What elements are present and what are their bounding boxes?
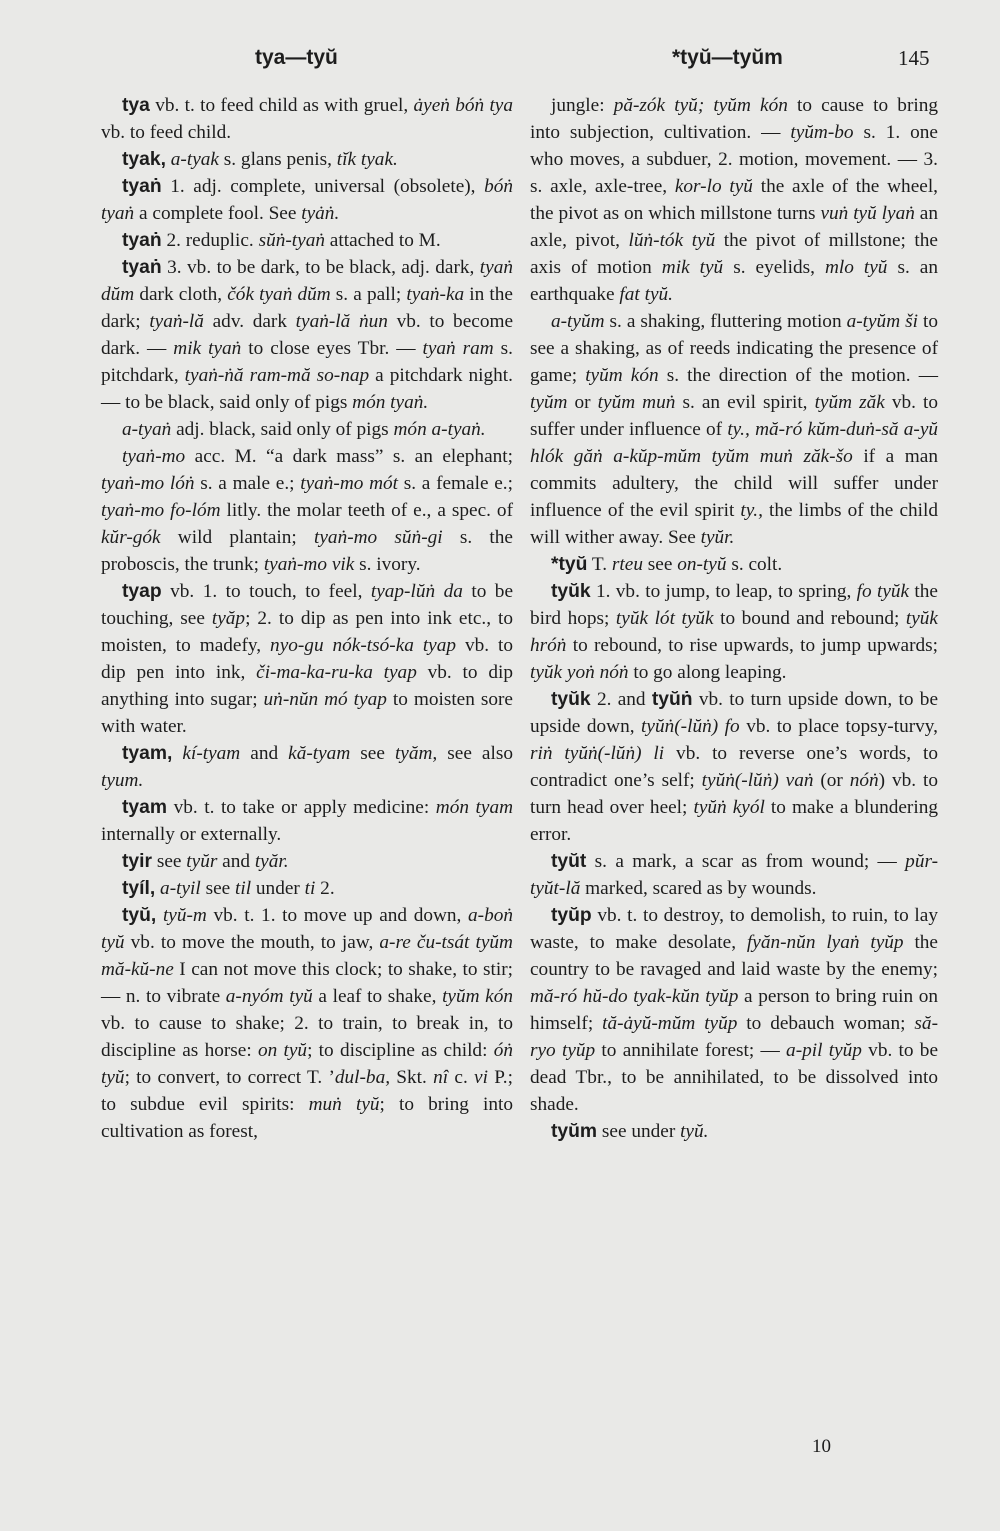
definition-text: ; 2. to dip as pen into ink etc., to moisten, to madefy, [101,608,513,656]
dictionary-entry [530,308,938,551]
lepcha-term: kŭr-gók [101,527,161,548]
headword: tya [122,95,150,116]
lepcha-term: tyŭm [530,392,568,413]
definition-text: s. eyelids, [723,257,825,278]
definition-text: the limbs of the child will wither away. See [530,500,938,548]
lepcha-term: món tyaṅ. [352,392,429,413]
definition-text: dark cloth, [134,284,228,305]
definition-text: and [217,851,255,872]
definition-text: s. a pall; [330,284,407,305]
lepcha-term: tyaṅ-mo fo-lóm [101,500,221,521]
definition-text: 2. [315,878,335,899]
lepcha-term: tyaṅ-ṅă ram-mă so-nap [184,365,370,386]
lepcha-term: tyaṅ-lă ṅun [295,311,388,332]
dictionary-entry [530,578,938,686]
definition-text: adj. black, said only of pigs [171,419,394,440]
definition-text: litly. the molar teeth of e., a spec. of [220,500,513,521]
headword: tyŭt [551,851,587,872]
lepcha-term: tĭk tyak. [336,149,398,170]
dictionary-entry [530,902,938,1118]
definition-text: see also [437,743,513,764]
lepcha-term: mik tyaṅ [173,338,242,359]
definition-text: vb. t. to destroy, to demolish, to ruin, to lay waste, to make desolate, [530,905,938,953]
lepcha-term: on tyŭ [257,1040,308,1061]
dictionary-entry [101,848,513,875]
dictionary-entry [101,443,513,578]
definition-text: the pivot of millstone; the axis of motion [530,230,938,278]
lepcha-term: a-tyak [170,149,219,170]
lepcha-term: tyŭm kón [442,986,514,1007]
dictionary-entry [530,92,938,308]
headword: tyaṅ [122,176,162,197]
dictionary-entry [101,794,513,848]
lepcha-term: tă-ȧyŭ-mŭm tyŭp [602,1013,738,1034]
definition-text: 3. vb. to be dark, to be black, adj. dark, [161,257,480,278]
headword: tyak, [122,149,166,170]
definition-text: to annihilate forest; — [595,1040,787,1061]
definition-text: vb. t. to take or apply medicine: [167,797,436,818]
lepcha-term: vi [474,1067,488,1088]
definition-text: attached to M. [324,230,441,251]
definition-text: ; to bring into cultivation as forest, [101,1094,513,1142]
definition-text: vb. to dip pen into ink, [101,635,513,683]
definition-text: to see a shaking, as of reeds indicating the presence of game; [530,311,938,386]
definition-text: acc. M. “a dark mass” s. an elephant; [185,446,513,467]
lepcha-term: dul-ba, [334,1067,391,1088]
lepcha-term: on-tyŭ [677,554,727,575]
definition-text: or [567,392,598,413]
headword: tyŭk [551,581,591,602]
definition-text: to be touching, see [101,581,514,629]
definition-text: to debauch woman; [737,1013,915,1034]
definition-text: to make a blundering error. [530,797,938,845]
lepcha-term: tyŭr [186,851,218,872]
definition-text: to moisten sore with water. [101,689,513,737]
definition-text: s. a shaking, fluttering motion [604,311,847,332]
lepcha-term: mik tyŭ [661,257,724,278]
lepcha-term: tyaṅ-mo mót [300,473,399,494]
lepcha-term: tyaṅ-mo sŭṅ-gi [314,527,443,548]
definition-text: to close eyes Tbr. — [241,338,423,359]
definition-text: s. colt. [726,554,783,575]
headword: tyaṅ [122,257,162,278]
dictionary-entry [101,875,513,902]
lepcha-term: tyaṅ-ka [406,284,465,305]
definition-text [156,905,163,926]
definition-text: an axle, pivot, [530,203,938,251]
dictionary-entry [101,740,513,794]
definition-text: see [642,554,678,575]
definition-text: s. 1. one who moves, a subduer, 2. motion, movement. — 3. s. axle, axle-tree, [530,122,938,197]
lepcha-term: tyaṅ-mo lóṅ [101,473,195,494]
definition-text: under [251,878,305,899]
definition-text: vb. 1. to touch, to feel, [161,581,371,602]
lepcha-term: fyăn-nŭn lyaṅ tyŭp [746,932,904,953]
lepcha-term: a-tyaṅ [122,419,172,440]
lepcha-term: tyaṅ-lă [149,311,204,332]
lepcha-term: a-tyŭm ši [846,311,918,332]
lepcha-term: ȧyeṅ bóṅ tya [413,95,514,116]
definition-text: see under [597,1121,681,1142]
definition-text: wild plantain; [160,527,315,548]
definition-text: in the dark; [101,284,513,332]
definition-text: internally or externally. [101,824,282,845]
signature-mark: 10 [812,1436,831,1457]
definition-text: Skt. [390,1067,434,1088]
headword: tyaṅ [122,230,162,251]
definition-text: s. pitchdark, [101,338,513,386]
definition-text: s. the proboscis, the trunk; [101,527,513,575]
lepcha-term: muṅ tyŭ [308,1094,380,1115]
right-column [530,92,938,1145]
lepcha-term: kă-tyam [288,743,351,764]
definition-text: jungle: [551,95,614,116]
definition-text: a person to bring ruin on himself; [530,986,938,1034]
definition-text: the bird hops; [530,581,938,629]
headword: tyir [122,851,153,872]
lepcha-term: nî [433,1067,449,1088]
definition-text: vb. t. to feed child as with gruel, [149,95,414,116]
definition-text: if a man commits adultery, the child will suffer under influence of the evil spirit [530,446,938,521]
headword: tyam, [122,743,173,764]
lepcha-term: pŭr-tyŭt-lă [530,851,938,899]
lepcha-term: món a-tyaṅ. [393,419,486,440]
lepcha-term: tyaṅ-mo [122,446,186,467]
lepcha-term: tyŭṅ kyól [693,797,765,818]
definition-text: s. glans penis, [218,149,337,170]
lepcha-term: lŭṅ-tók tyŭ [628,230,716,251]
lepcha-term: fat tyŭ. [619,284,673,305]
definition-text: T. [587,554,612,575]
running-head-right: *tyŭ—tyŭm [672,46,783,69]
definition-text: marked, scared as by wounds. [580,878,817,899]
definition-text: a complete fool. See [134,203,302,224]
definition-text: s. a mark, a scar as from wound; — [586,851,906,872]
left-column [101,92,513,1145]
definition-text: 2. and [590,689,652,710]
definition-text: to bound and rebound; [713,608,906,629]
definition-text: a leaf to shake, [312,986,443,1007]
dictionary-entry [101,92,513,146]
lepcha-term: óṅ tyŭ [101,1040,513,1088]
definition-text: ; to discipline as child: [307,1040,494,1061]
definition-text: vb. to be dead Tbr., to be annihilated, to be dissolved into shade. [530,1040,939,1115]
dictionary-entry [101,416,513,443]
definition-text: vb. to turn upside down, to be upside down, [530,689,939,737]
headword: tyŭ, [122,905,157,926]
headword: *tyŭ [551,554,588,575]
lepcha-term: tyaṅ-mo vik [263,554,355,575]
definition-text: to cause to bring into subjection, cultivation. — [530,95,938,143]
lepcha-term: ty., [727,419,750,440]
dictionary-entry [530,551,938,578]
definition-text: vb. to suffer under influence of [530,392,938,440]
lepcha-term: tyŭr. [700,527,735,548]
headword: tyŭṅ [651,689,693,710]
definition-text: vb. to cause to shake; 2. to train, to break in, to discipline as horse: [101,1013,513,1061]
lepcha-term: tyŭm zăk [814,392,885,413]
lepcha-term: mlo tyŭ [824,257,888,278]
definition-text: see [200,878,236,899]
definition-text: a pitchdark night. — to be black, said only of pigs [101,365,513,413]
lepcha-term: til [235,878,252,899]
dictionary-entry [101,578,513,740]
lepcha-term: tyăm, [394,743,438,764]
dictionary-entry [530,686,938,848]
lepcha-term: tyaṅ ram [422,338,494,359]
headword: tyŭk [551,689,591,710]
lepcha-term: a-tyil [160,878,201,899]
lepcha-term: či-ma-ka-ru-ka tyap [256,662,417,683]
lepcha-term: tyŭk lót tyŭk [615,608,714,629]
definition-text: vb. t. 1. to move up and down, [206,905,469,926]
lepcha-term: tyum. [101,770,144,791]
lepcha-term: tyŭk hróṅ [530,608,938,656]
lepcha-term: tyŭk yoṅ nóṅ [530,662,629,683]
lepcha-term: tyŭ. [680,1121,709,1142]
lepcha-term: tyŭṅ(-lŭṅ) vaṅ [701,770,814,791]
lepcha-term: tyŭm kón [585,365,659,386]
definition-text: adv. dark [203,311,296,332]
lepcha-term: uṅ-nŭn mó tyap [263,689,387,710]
dictionary-entry [101,254,513,416]
lepcha-term: tyŭ-m [162,905,207,926]
definition-text: and [240,743,289,764]
definition-text: vb. to reverse one’s words, to contradict one’s self; [530,743,939,791]
headword: tyŭp [551,905,592,926]
headword: tyíl, [122,878,156,899]
lepcha-term: mă-ró hŭ-do tyak-kŭn tyŭp [530,986,739,1007]
lepcha-term: kí-tyam [182,743,241,764]
definition-text: ) vb. to turn head over heel; [530,770,938,818]
lepcha-term: tyŭṅ(-lŭṅ) fo [641,716,740,737]
lepcha-term: tyap-lŭṅ da [370,581,463,602]
definition-text: the axle of the wheel, the pivot as on which millstone turns [530,176,938,224]
lepcha-term: món tyam [435,797,514,818]
lepcha-term: a-pil tyŭp [786,1040,862,1061]
lepcha-term: vuṅ tyŭ lyaṅ [820,203,915,224]
definition-text: to rebound, to rise upwards, to jump upwards; [566,635,938,656]
lepcha-term: tyăp [211,608,246,629]
lepcha-term: a-nyóm tyŭ [225,986,313,1007]
headword: tyam [122,797,168,818]
dictionary-entry [101,227,513,254]
definition-text: s. ivory. [354,554,421,575]
definition-text [172,743,182,764]
lepcha-term: tyȧṅ. [301,203,340,224]
lepcha-term: čók tyaṅ dŭm [227,284,331,305]
dictionary-entry [101,173,513,227]
lepcha-term: să-ryo tyŭp [530,1013,938,1061]
definition-text: s. a male e.; [194,473,301,494]
headword: tyap [122,581,162,602]
lepcha-term: a-boṅ tyŭ [101,905,513,953]
dictionary-entry [530,848,938,902]
definition-text: 2. reduplic. [161,230,259,251]
lepcha-term: a-tyŭm [551,311,605,332]
lepcha-term: tyŭm-bo [790,122,854,143]
lepcha-term: fo tyŭk [856,581,910,602]
lepcha-term: kor-lo tyŭ [674,176,753,197]
page-number: 145 [898,46,930,70]
definition-text: see [350,743,395,764]
lepcha-term: ti [304,878,316,899]
dictionary-entry [101,146,513,173]
definition-text: s. an evil spirit, [675,392,815,413]
lepcha-term: a-re ču-tsát tyŭm mă-kŭ-ne [101,932,513,980]
definition-text: vb. to place topsy-turvy, [739,716,938,737]
dictionary-entry [530,1118,938,1145]
lepcha-term: mă-ró kŭm-duṅ-să a-yŭ hlók găṅ a-kŭp-mŭm tyŭm muṅ zăk-šo [530,419,939,467]
definition-text: I can not move this clock; to shake, to stir; — n. to vibrate [101,959,513,1007]
lepcha-term: tyŭm muṅ [597,392,676,413]
definition-text: vb. to feed child. [101,122,232,143]
lepcha-term: rteu [611,554,643,575]
lepcha-term: riṅ tyŭṅ(-lŭṅ) li [530,743,665,764]
dictionary-entry [101,902,513,1145]
definition-text: P.; to subdue evil spirits: [101,1067,513,1115]
definition-text: s. an earthquake [530,257,938,305]
lepcha-term: tyăr. [254,851,289,872]
headword: tyŭm [551,1121,598,1142]
definition-text: vb. to move the mouth, to jaw, [124,932,380,953]
definition-text: vb. to dip anything into sugar; [101,662,513,710]
lepcha-term: sŭṅ-tyaṅ [258,230,325,251]
definition-text: s. a female e.; [398,473,513,494]
definition-text: ; to convert, to correct T. ’ [124,1067,335,1088]
lepcha-term: bóṅ tyaṅ [101,176,513,224]
lepcha-term: ty., [740,500,763,521]
lepcha-term: nyo-gu nók-tsó-ka tyap [270,635,457,656]
definition-text: the country to be ravaged and laid waste by the enemy; [530,932,938,980]
lepcha-term: nóṅ [849,770,879,791]
definition-text: to go along leaping. [628,662,787,683]
running-head-left: tya—tyŭ [255,46,338,69]
definition-text: c. [448,1067,475,1088]
definition-text: 1. adj. complete, universal (obsolete), [161,176,485,197]
lepcha-term: tyaṅ dŭm [101,257,513,305]
definition-text: s. the direction of the motion. — [658,365,938,386]
definition-text: vb. to become dark. — [101,311,514,359]
definition-text: (or [813,770,850,791]
definition-text: see [152,851,187,872]
lepcha-term: pă-zók tyŭ; tyŭm kón [613,95,788,116]
definition-text: 1. vb. to jump, to leap, to spring, [590,581,857,602]
